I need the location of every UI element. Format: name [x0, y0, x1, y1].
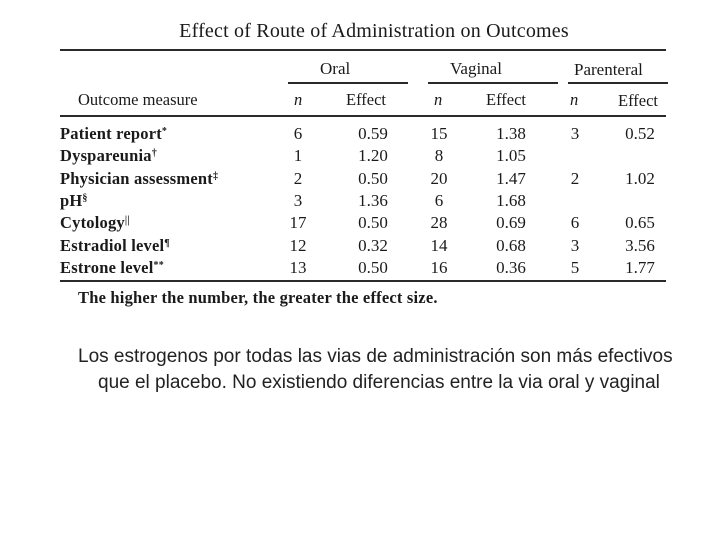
group-rule-oral: [288, 82, 408, 84]
cell-parenteral-n: 3: [570, 124, 580, 143]
row-label: [60, 169, 218, 189]
cell-oral-n: 13: [289, 257, 307, 277]
group-rule-vaginal: [428, 82, 558, 84]
title-rule: [60, 49, 666, 51]
header-oral-effect: Effect: [346, 90, 387, 109]
header-vaginal-effect: Effect: [486, 90, 527, 109]
cell-vaginal-effect: 1.05: [496, 146, 526, 166]
cell-vaginal-effect: 1.47: [496, 168, 526, 188]
cell-parenteral-n: 6: [570, 213, 580, 233]
row-label-text: pH: [60, 190, 83, 210]
row-label: [60, 146, 157, 166]
cell-oral-effect: 0.50: [358, 257, 388, 277]
cell-oral-effect: 0.50: [358, 213, 388, 233]
row-label: [60, 124, 167, 144]
header-outcome-measure: Outcome measure: [78, 90, 198, 109]
footnote-mark: †: [151, 148, 157, 160]
row-label: [60, 236, 170, 256]
cell-vaginal-effect: 0.69: [496, 213, 526, 233]
footnote-mark: ¶: [164, 237, 170, 249]
cell-vaginal-n: 15: [430, 124, 448, 143]
row-label-text: Dyspareunia: [60, 146, 152, 166]
cell-oral-effect: 0.50: [358, 168, 388, 188]
cell-parenteral-effect: 0.52: [625, 124, 655, 143]
cell-parenteral-n: 3: [570, 235, 580, 255]
footnote-mark: §: [82, 192, 88, 204]
cell-vaginal-effect: 1.68: [496, 190, 526, 210]
cell-oral-n: 1: [293, 146, 303, 166]
footnote-mark: **: [153, 259, 164, 271]
group-parenteral: Parenteral: [574, 60, 643, 79]
table-note: The higher the number, the greater the effect size.: [78, 288, 438, 307]
group-vaginal: Vaginal: [450, 59, 502, 78]
header-parenteral-effect: Effect: [618, 91, 659, 110]
header-rule: [60, 115, 666, 117]
table-title: Effect of Route of Administration on Outcomes: [179, 20, 569, 42]
cell-vaginal-n: 6: [434, 190, 444, 210]
cell-vaginal-n: 8: [434, 146, 444, 166]
cell-vaginal-n: 16: [430, 257, 448, 277]
caption-text: Los estrogenos por todas las vias de administración son más efectivos que el placebo. No existiendo diferencias entre la via oral y vaginal: [78, 346, 673, 393]
cell-oral-n: 12: [289, 235, 307, 255]
footnote-mark: ‡: [212, 170, 219, 182]
cell-vaginal-n: 20: [430, 168, 448, 188]
cell-oral-effect: 0.32: [358, 235, 388, 255]
scanned-table: [58, 14, 670, 314]
group-oral: Oral: [320, 59, 351, 78]
cell-parenteral-effect: 0.65: [625, 213, 655, 233]
cell-vaginal-n: 28: [430, 213, 448, 233]
cell-parenteral-effect: 3.56: [625, 235, 655, 255]
cell-oral-effect: 1.36: [358, 190, 388, 210]
row-label-text: Estradiol level: [60, 235, 165, 255]
row-label: [60, 258, 164, 278]
cell-parenteral-n: 5: [570, 257, 580, 277]
row-label-text: Estrone level: [60, 257, 154, 277]
row-label: [60, 191, 88, 211]
cell-parenteral-effect: 1.02: [625, 168, 655, 188]
cell-vaginal-effect: 0.36: [496, 257, 526, 277]
cell-oral-n: 6: [293, 124, 303, 143]
row-label-text: Physician assessment: [60, 168, 213, 188]
row-label-text: Patient report: [60, 124, 162, 143]
cell-parenteral-effect: 1.77: [625, 257, 655, 277]
header-oral-n: n: [294, 90, 303, 109]
cell-oral-effect: 0.59: [358, 124, 388, 143]
footnote-mark: ||: [124, 215, 130, 227]
cell-vaginal-n: 14: [430, 235, 448, 255]
header-parenteral-n: n: [570, 90, 579, 109]
cell-vaginal-effect: 1.38: [496, 124, 526, 143]
group-rule-parenteral: [568, 82, 668, 84]
row-label-text: Cytology: [60, 213, 125, 233]
header-vaginal-n: n: [434, 90, 443, 109]
cell-parenteral-n: 2: [570, 168, 580, 188]
cell-oral-n: 3: [293, 190, 303, 210]
bottom-rule: [60, 280, 666, 282]
cell-vaginal-effect: 0.68: [496, 235, 526, 255]
cell-oral-n: 17: [289, 213, 307, 233]
cell-oral-n: 2: [293, 168, 303, 188]
cell-oral-effect: 1.20: [358, 146, 388, 166]
footnote-mark: *: [161, 126, 168, 137]
row-label: [60, 213, 130, 233]
